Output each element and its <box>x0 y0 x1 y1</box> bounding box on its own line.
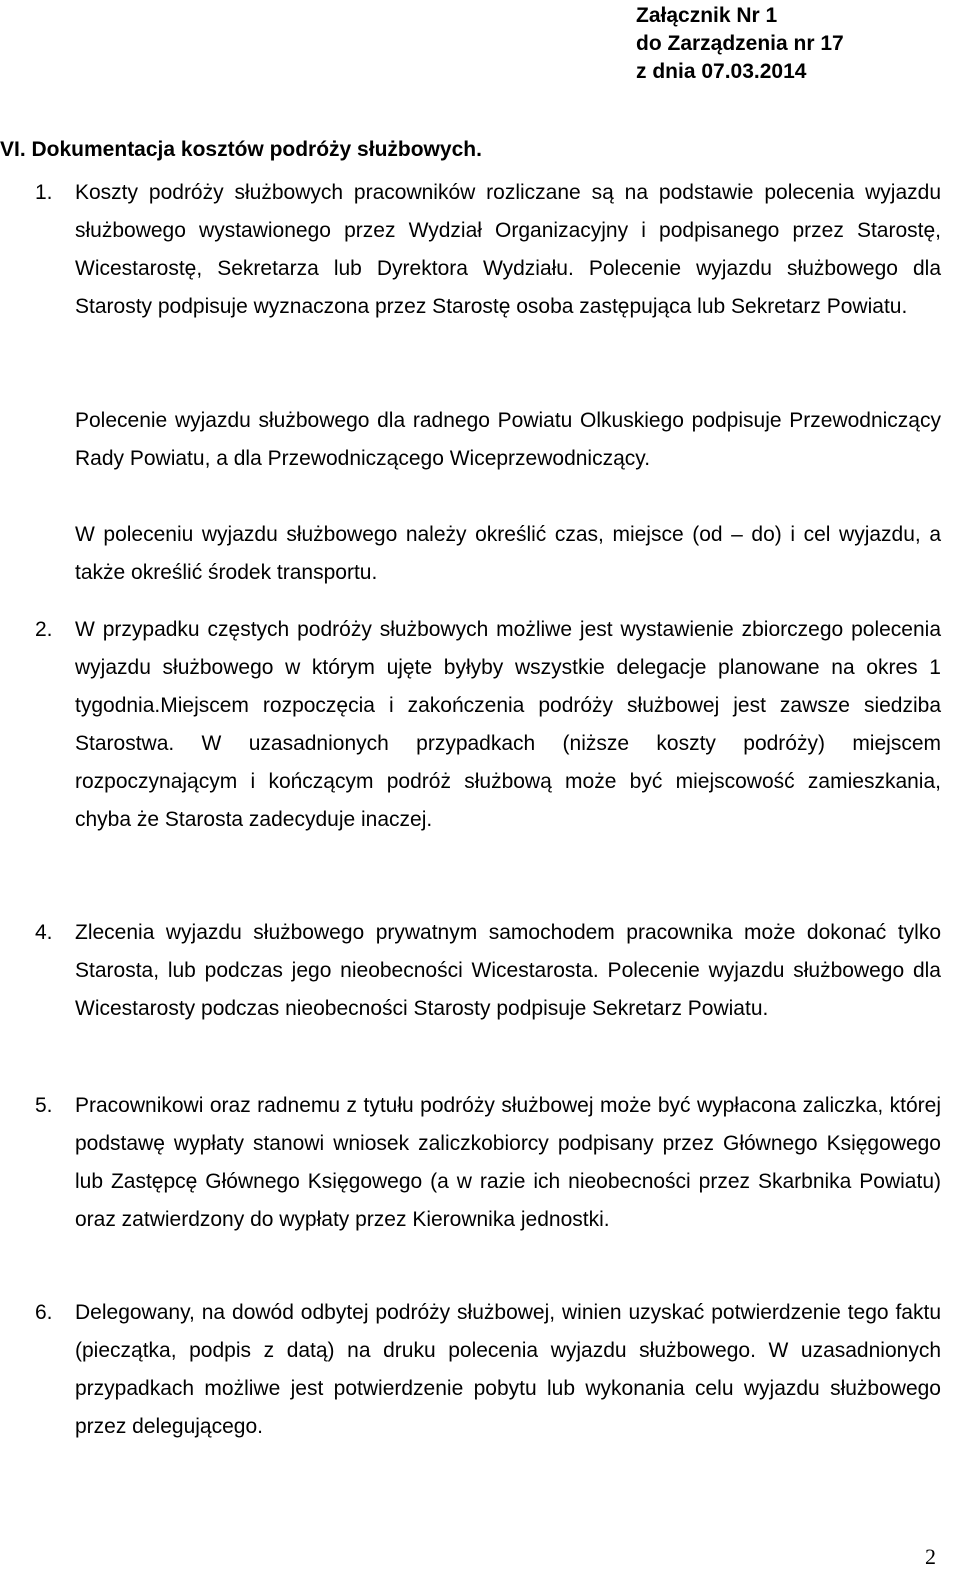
attachment-header <box>636 2 936 86</box>
list-item-number: 4. <box>35 921 53 944</box>
list-item-5 <box>35 1087 941 1239</box>
list-item-number: 5. <box>35 1094 53 1117</box>
paragraph-order-details: W poleceniu wyjazdu służbowego należy określić czas, miejsce (od – do) i cel wyjazdu, a także określić środek transportu. <box>75 523 941 584</box>
list-item-text: W przypadku częstych podróży służbowych możliwe jest wystawienie zbiorczego polecenia wyjazdu służbowego w którym ujęte byłyby wszystkie delegacje planowane na okres 1 tygodnia.Miejscem rozpoczęcia i zakończenia podróży służbowej jest zawsze siedziba Starostwa. W uzasadnionych przypadkach (niższe koszty podróży) miejscem rozpoczynającym i kończącym podróż służbową może być miejscowość zamieszkania, chyba że Starosta zadecyduje inaczej. <box>75 618 941 831</box>
regulation-reference: do Zarządzenia nr 17 <box>636 32 844 55</box>
list-item-text: Zlecenia wyjazdu służbowego prywatnym samochodem pracownika może dokonać tylko Starosta, lub podczas jego nieobecności Wicestarosta. Polecenie wyjazdu służbowego dla Wicestarosty podczas nieobecności Starosty podpisuje Sekretarz Powiatu. <box>75 921 941 1020</box>
list-item-number: 6. <box>35 1301 53 1324</box>
list-item-text: Koszty podróży służbowych pracowników rozliczane są na podstawie polecenia wyjazdu służbowego wystawionego przez Wydział Organizacyjny i podpisanego przez Starostę, Wicestarostę, Sekretarza lub Dyrektora Wydziału. Polecenie wyjazdu służbowego dla Starosty podpisuje wyznaczona przez Starostę osoba zastępująca lub Sekretarz Powiatu. <box>75 181 941 318</box>
list-item-1 <box>35 174 941 326</box>
regulation-date: z dnia 07.03.2014 <box>636 60 807 83</box>
list-item-number: 1. <box>35 181 53 204</box>
list-item-6 <box>35 1294 941 1446</box>
attachment-title: Załącznik Nr 1 <box>636 4 778 27</box>
list-item-4 <box>35 914 941 1028</box>
list-item-text: Pracownikowi oraz radnemu z tytułu podróży służbowej może być wypłacona zaliczka, której podstawę wypłaty stanowi wniosek zaliczkobiorcy podpisany przez Głównego Księgowego lub Zastępcę Głównego Księgowego (a w razie ich nieobecności przez Skarbnika Powiatu) oraz zatwierdzony do wypłaty przez Kierownika jednostki. <box>75 1094 941 1231</box>
list-item-2 <box>35 611 941 839</box>
list-item-number: 2. <box>35 618 53 641</box>
paragraph-councillor-orders: Polecenie wyjazdu służbowego dla radnego Powiatu Olkuskiego podpisuje Przewodniczący Rady Powiatu, a dla Przewodniczącego Wiceprzewodniczący. <box>75 409 941 470</box>
page-number: 2 <box>925 1544 936 1569</box>
section-heading: VI. Dokumentacja kosztów podróży służbowych. <box>0 138 482 161</box>
list-item-text: Delegowany, na dowód odbytej podróży służbowej, winien uzyskać potwierdzenie tego faktu (pieczątka, podpis z datą) na druku polecenia wyjazdu służbowego. W uzasadnionych przypadkach możliwe jest potwierdzenie pobytu lub wykonania celu wyjazdu służbowego przez delegującego. <box>75 1301 941 1438</box>
